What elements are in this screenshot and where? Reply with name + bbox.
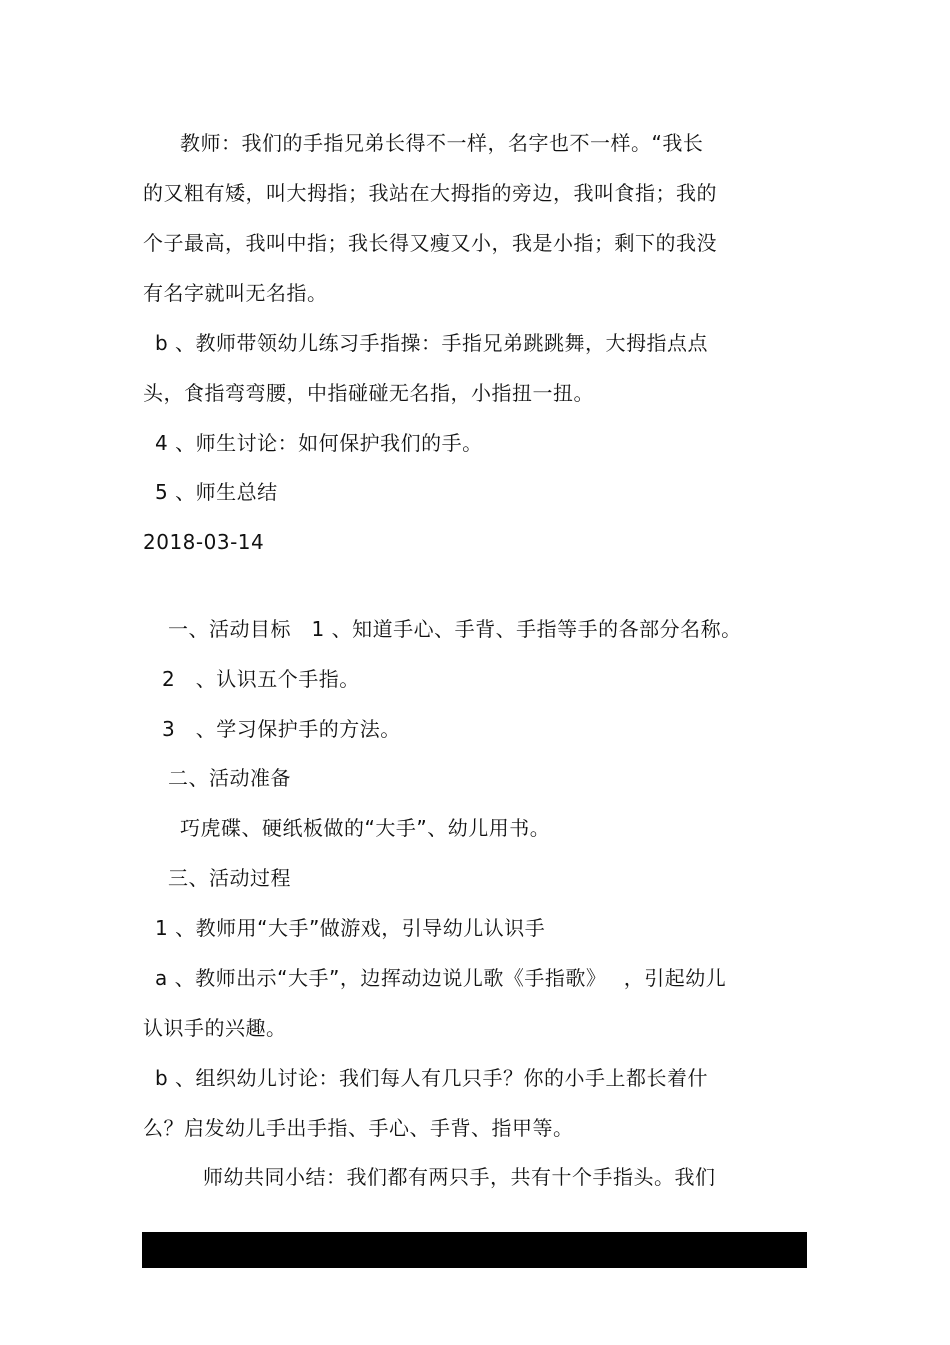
- text-line: 头，食指弯弯腰，中指碰碰无名指，小指扭一扭。: [143, 381, 594, 405]
- text-line: 5 、师生总结: [155, 480, 278, 504]
- text-line: 师幼共同小结：我们都有两只手，共有十个手指头。我们: [203, 1165, 716, 1189]
- text-line: b 、组织幼儿讨论：我们每人有几只手？你的小手上都长着什: [155, 1066, 709, 1090]
- date-line: 2018-03-14: [143, 530, 265, 554]
- section-heading: 三、活动过程: [168, 866, 291, 890]
- text-line: 巧虎碟、硬纸板做的“大手”、幼儿用书。: [180, 816, 551, 840]
- text-line: 么？启发幼儿手出手指、手心、手背、指甲等。: [143, 1116, 574, 1140]
- text-line: 个子最高，我叫中指；我长得又瘦又小，我是小指；剩下的我没: [143, 231, 717, 255]
- text-line: 认识手的兴趣。: [143, 1016, 287, 1040]
- text-line: b 、教师带领幼儿练习手指操：手指兄弟跳跳舞，大拇指点点: [155, 331, 709, 355]
- text-line: 4 、师生讨论：如何保护我们的手。: [155, 431, 483, 455]
- text-line: 3 、学习保护手的方法。: [162, 717, 401, 741]
- text-line: 的又粗有矮，叫大拇指；我站在大拇指的旁边，我叫食指；我的: [143, 181, 717, 205]
- text-line: 有名字就叫无名指。: [143, 281, 328, 305]
- section-heading: 一、活动目标 1 、知道手心、手背、手指等手的各部分名称。: [168, 617, 742, 641]
- text-line: a 、教师出示“大手”，边挥动边说儿歌《手指歌》 ，引起幼儿: [155, 966, 727, 990]
- section-heading: 二、活动准备: [168, 766, 291, 790]
- text-line: 教师：我们的手指兄弟长得不一样，名字也不一样。“我长: [180, 131, 704, 155]
- text-line: 1 、教师用“大手”做游戏，引导幼儿认识手: [155, 916, 546, 940]
- text-line: 2 、认识五个手指。: [162, 667, 360, 691]
- footer-bar: [142, 1232, 807, 1268]
